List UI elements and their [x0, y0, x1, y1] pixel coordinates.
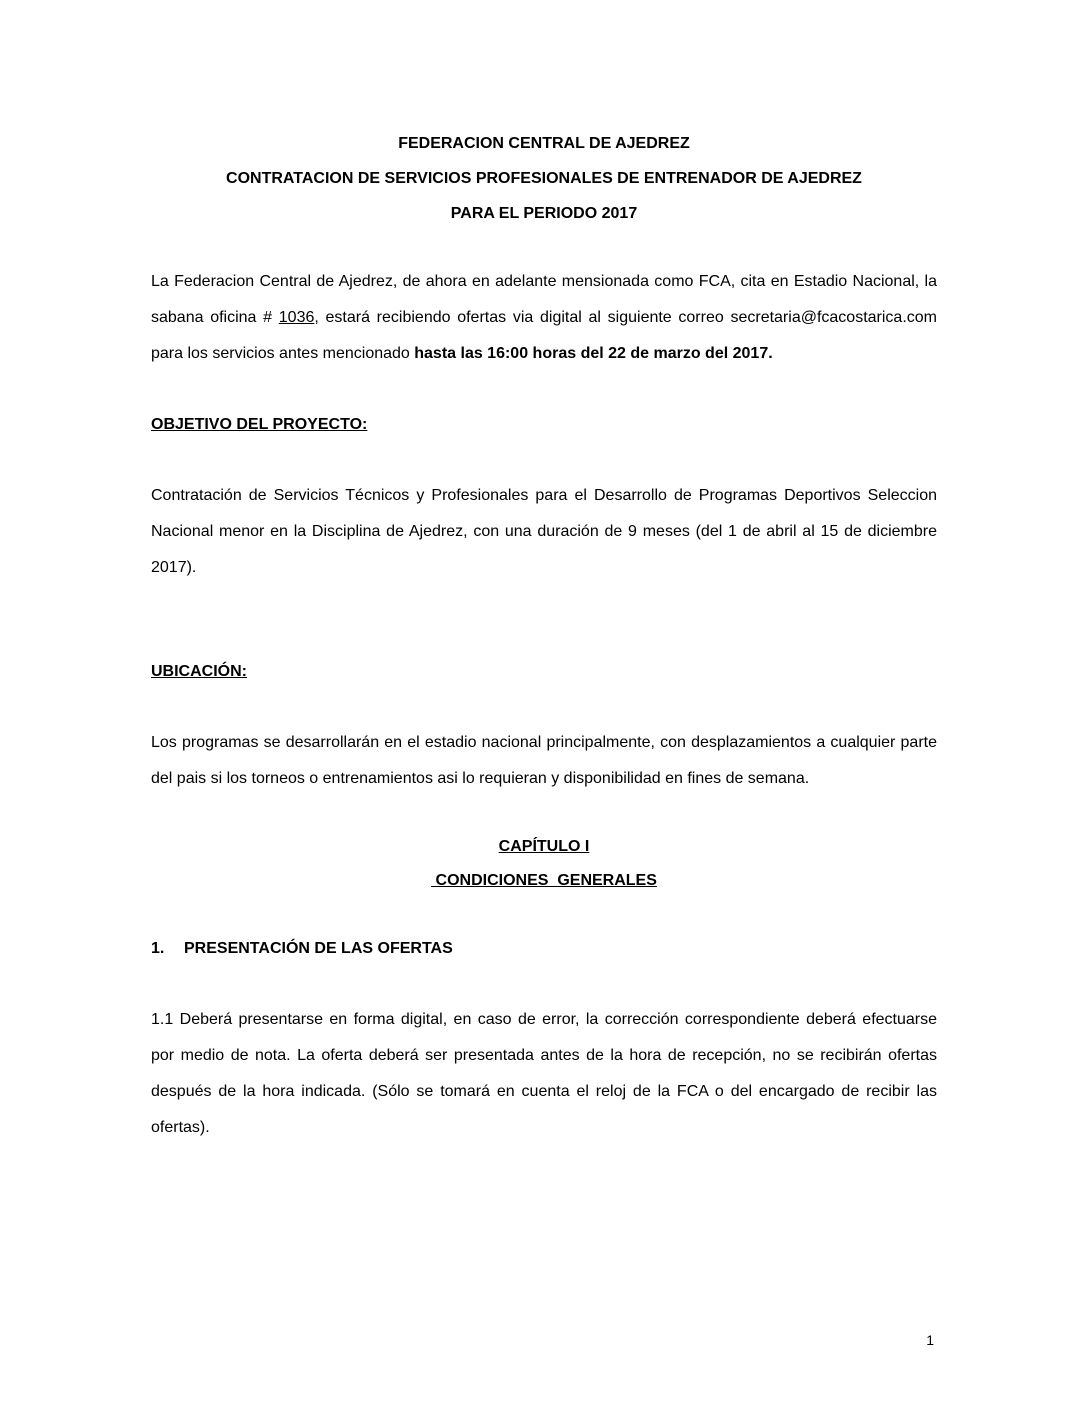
chapter-subtitle: CONDICIONES GENERALES — [431, 872, 657, 889]
section-1-title-text: PRESENTACIÓN DE LAS OFERTAS — [184, 940, 453, 957]
chapter-title: CAPÍTULO I — [498, 838, 590, 855]
title-line-2: CONTRATACION DE SERVICIOS PROFESIONALES DE ENTRENADOR DE AJEDREZ — [226, 170, 862, 187]
page-number: 1 — [926, 1332, 934, 1348]
intro-paragraph — [151, 264, 937, 372]
objetivo-paragraph: Contratación de Servicios Técnicos y Profesionales para el Desarrollo de Programas Deportivos Seleccion Nacional menor en la Disciplina de Ajedrez, con una duración de 9 meses (del 1 de abril al 15 de diciembre 2017). — [151, 487, 937, 576]
title-line-1: FEDERACION CENTRAL DE AJEDREZ — [398, 135, 690, 152]
title-line-3: PARA EL PERIODO 2017 — [450, 205, 638, 222]
ubicacion-heading: UBICACIÓN: — [151, 663, 247, 680]
objetivo-heading: OBJETIVO DEL PROYECTO: — [151, 416, 368, 433]
section-1-title — [151, 931, 937, 967]
paragraph-1-1: 1.1 Deberá presentarse en forma digital, en caso de error, la corrección correspondiente deberá efectuarse por medio de nota. La oferta deberá ser presentada antes de la hora de recepción, no se recibirán ofertas después de la hora indicada. (Sólo se tomará en cuenta el reloj de la FCA o del encargado de recibir las ofertas). — [151, 1011, 937, 1136]
ubicacion-paragraph: Los programas se desarrollarán en el estadio nacional principalmente, con desplazamientos a cualquier parte del pais si los torneos o entrenamientos asi lo requieran y disponibilidad en fines de semana. — [151, 734, 937, 787]
office-number: 1036 — [278, 309, 315, 326]
document-body — [151, 126, 937, 1146]
intro-text-2: , estará recibiendo ofertas via digital al siguiente correo secretaria@fcacostarica.com para los servicios antes mencionado — [151, 309, 937, 362]
intro-text-1: La Federacion Central de Ajedrez, de ahora en adelante mensionada como FCA, cita en Estadio Nacional, la sabana oficina # — [151, 273, 937, 326]
intro-deadline: hasta las 16:00 horas del 22 de marzo del 2017. — [414, 345, 773, 362]
section-1-number: 1. — [151, 940, 165, 957]
